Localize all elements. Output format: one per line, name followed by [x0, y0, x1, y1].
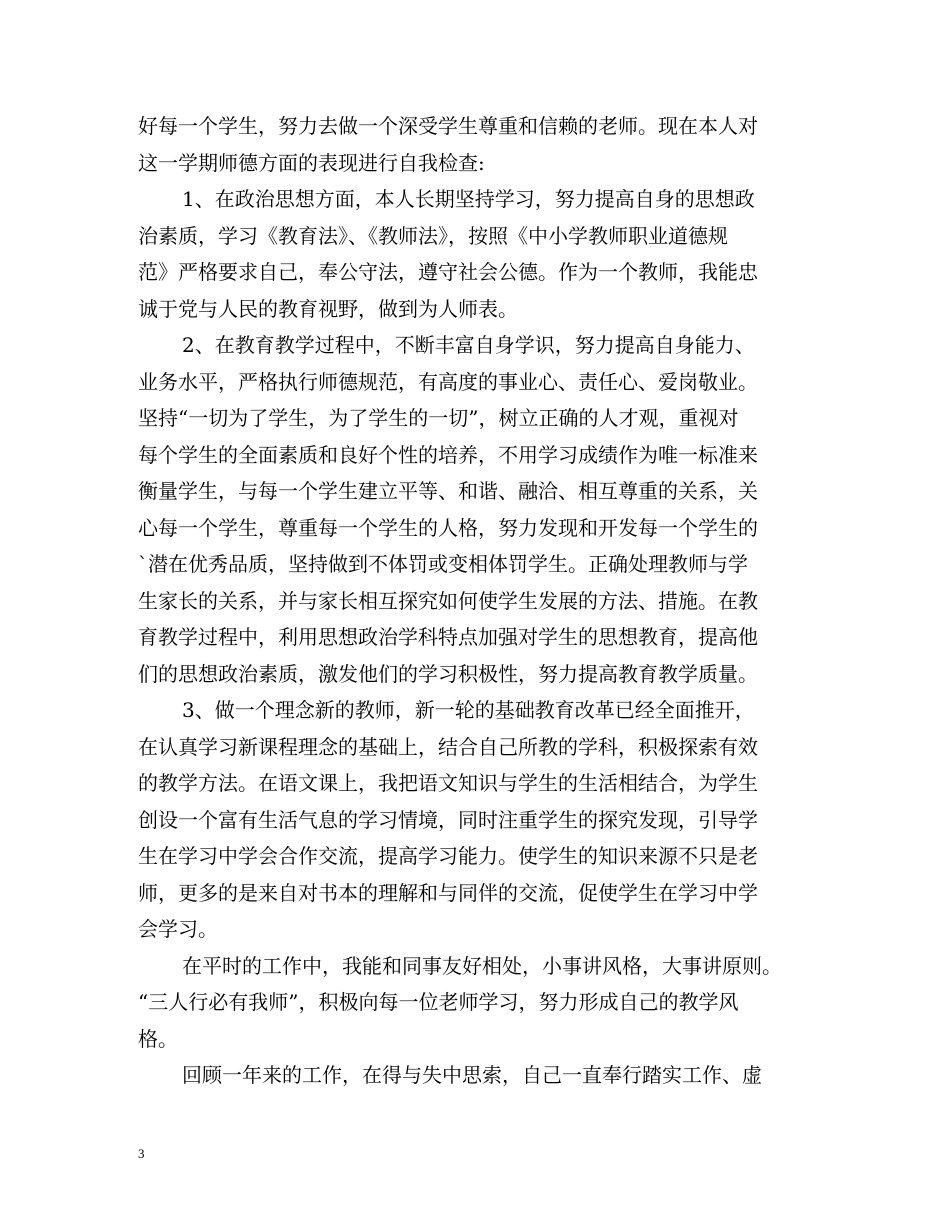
text-line: 师，更多的是来自对书本的理解和与同伴的交流，促使学生在学习中学 — [138, 880, 758, 905]
text-line: 心每一个学生，尊重每一个学生的人格，努力发现和开发每一个学生的 — [138, 515, 758, 540]
text-line: 在认真学习新课程理念的基础上，结合自己所教的学科，积极探索有效 — [138, 734, 758, 759]
text-line: 范》严格要求自己，奉公守法，遵守社会公德。作为一个教师，我能忠 — [138, 260, 758, 284]
text-line: 在平时的工作中，我能和同事友好相处，小事讲风格，大事讲原则。 — [182, 953, 782, 978]
text-line: 治素质，学习《教育法》、《教师法》，按照《中小学教师职业道德规 — [138, 223, 728, 248]
text-line: 1、在政治思想方面，本人长期坚持学习，努力提高自身的思想政 — [182, 187, 755, 211]
body-text — [138, 108, 828, 1094]
text-line: 格。 — [138, 1026, 178, 1051]
text-line: 坚持“一切为了学生，为了学生的一切”，树立正确的人才观，重视对 — [138, 406, 739, 430]
text-line: 们的思想政治素质，激发他们的学习积极性，努力提高教育教学质量。 — [138, 661, 758, 686]
text-line: 创设一个富有生活气息的学习情境，同时注重学生的探究发现，引导学 — [138, 807, 758, 832]
text-line: 会学习。 — [138, 917, 218, 941]
text-line: 的教学方法。在语文课上，我把语文知识与学生的生活相结合，为学生 — [138, 771, 758, 795]
text-line: 业务水平，严格执行师德规范，有高度的事业心、责任心、爱岗敬业。 — [138, 369, 758, 394]
text-line: 好每一个学生，努力去做一个深受学生尊重和信赖的老师。现在本人对 — [138, 114, 758, 138]
page-number: 3 — [138, 1146, 145, 1161]
text-line: 生在学习中学会合作交流，提高学习能力。使学生的知识来源不只是老 — [138, 844, 758, 868]
text-line: 诚于党与人民的教育视野，做到为人师表。 — [138, 296, 518, 321]
text-line: 每个学生的全面素质和良好个性的培养，不用学习成绩作为唯一标准来 — [138, 442, 758, 467]
text-line: 生家长的关系，并与家长相互探究如何使学生发展的方法、措施。在教 — [138, 588, 758, 613]
text-line: “三人行必有我师”，积极向每一位老师学习，努力形成自己的教学风 — [138, 990, 739, 1014]
text-line: `潜在优秀品质，坚持做到不体罚或变相体罚学生。正确处理教师与学 — [138, 552, 748, 576]
text-line: 2、在教育教学过程中，不断丰富自身学识，努力提高自身能力、 — [182, 333, 755, 357]
text-line: 3、做一个理念新的教师，新一轮的基础教育改革已经全面推开， — [182, 698, 755, 722]
text-line: 回顾一年来的工作，在得与失中思索，自己一直奉行踏实工作、虚 — [182, 1063, 762, 1087]
text-line: 育教学过程中，利用思想政治学科特点加强对学生的思想教育，提高他 — [138, 625, 758, 649]
text-line: 衡量学生，与每一个学生建立平等、和谐、融洽、相互尊重的关系，关 — [138, 479, 758, 503]
text-line: 这一学期师德方面的表现进行自我检查: — [138, 150, 485, 175]
